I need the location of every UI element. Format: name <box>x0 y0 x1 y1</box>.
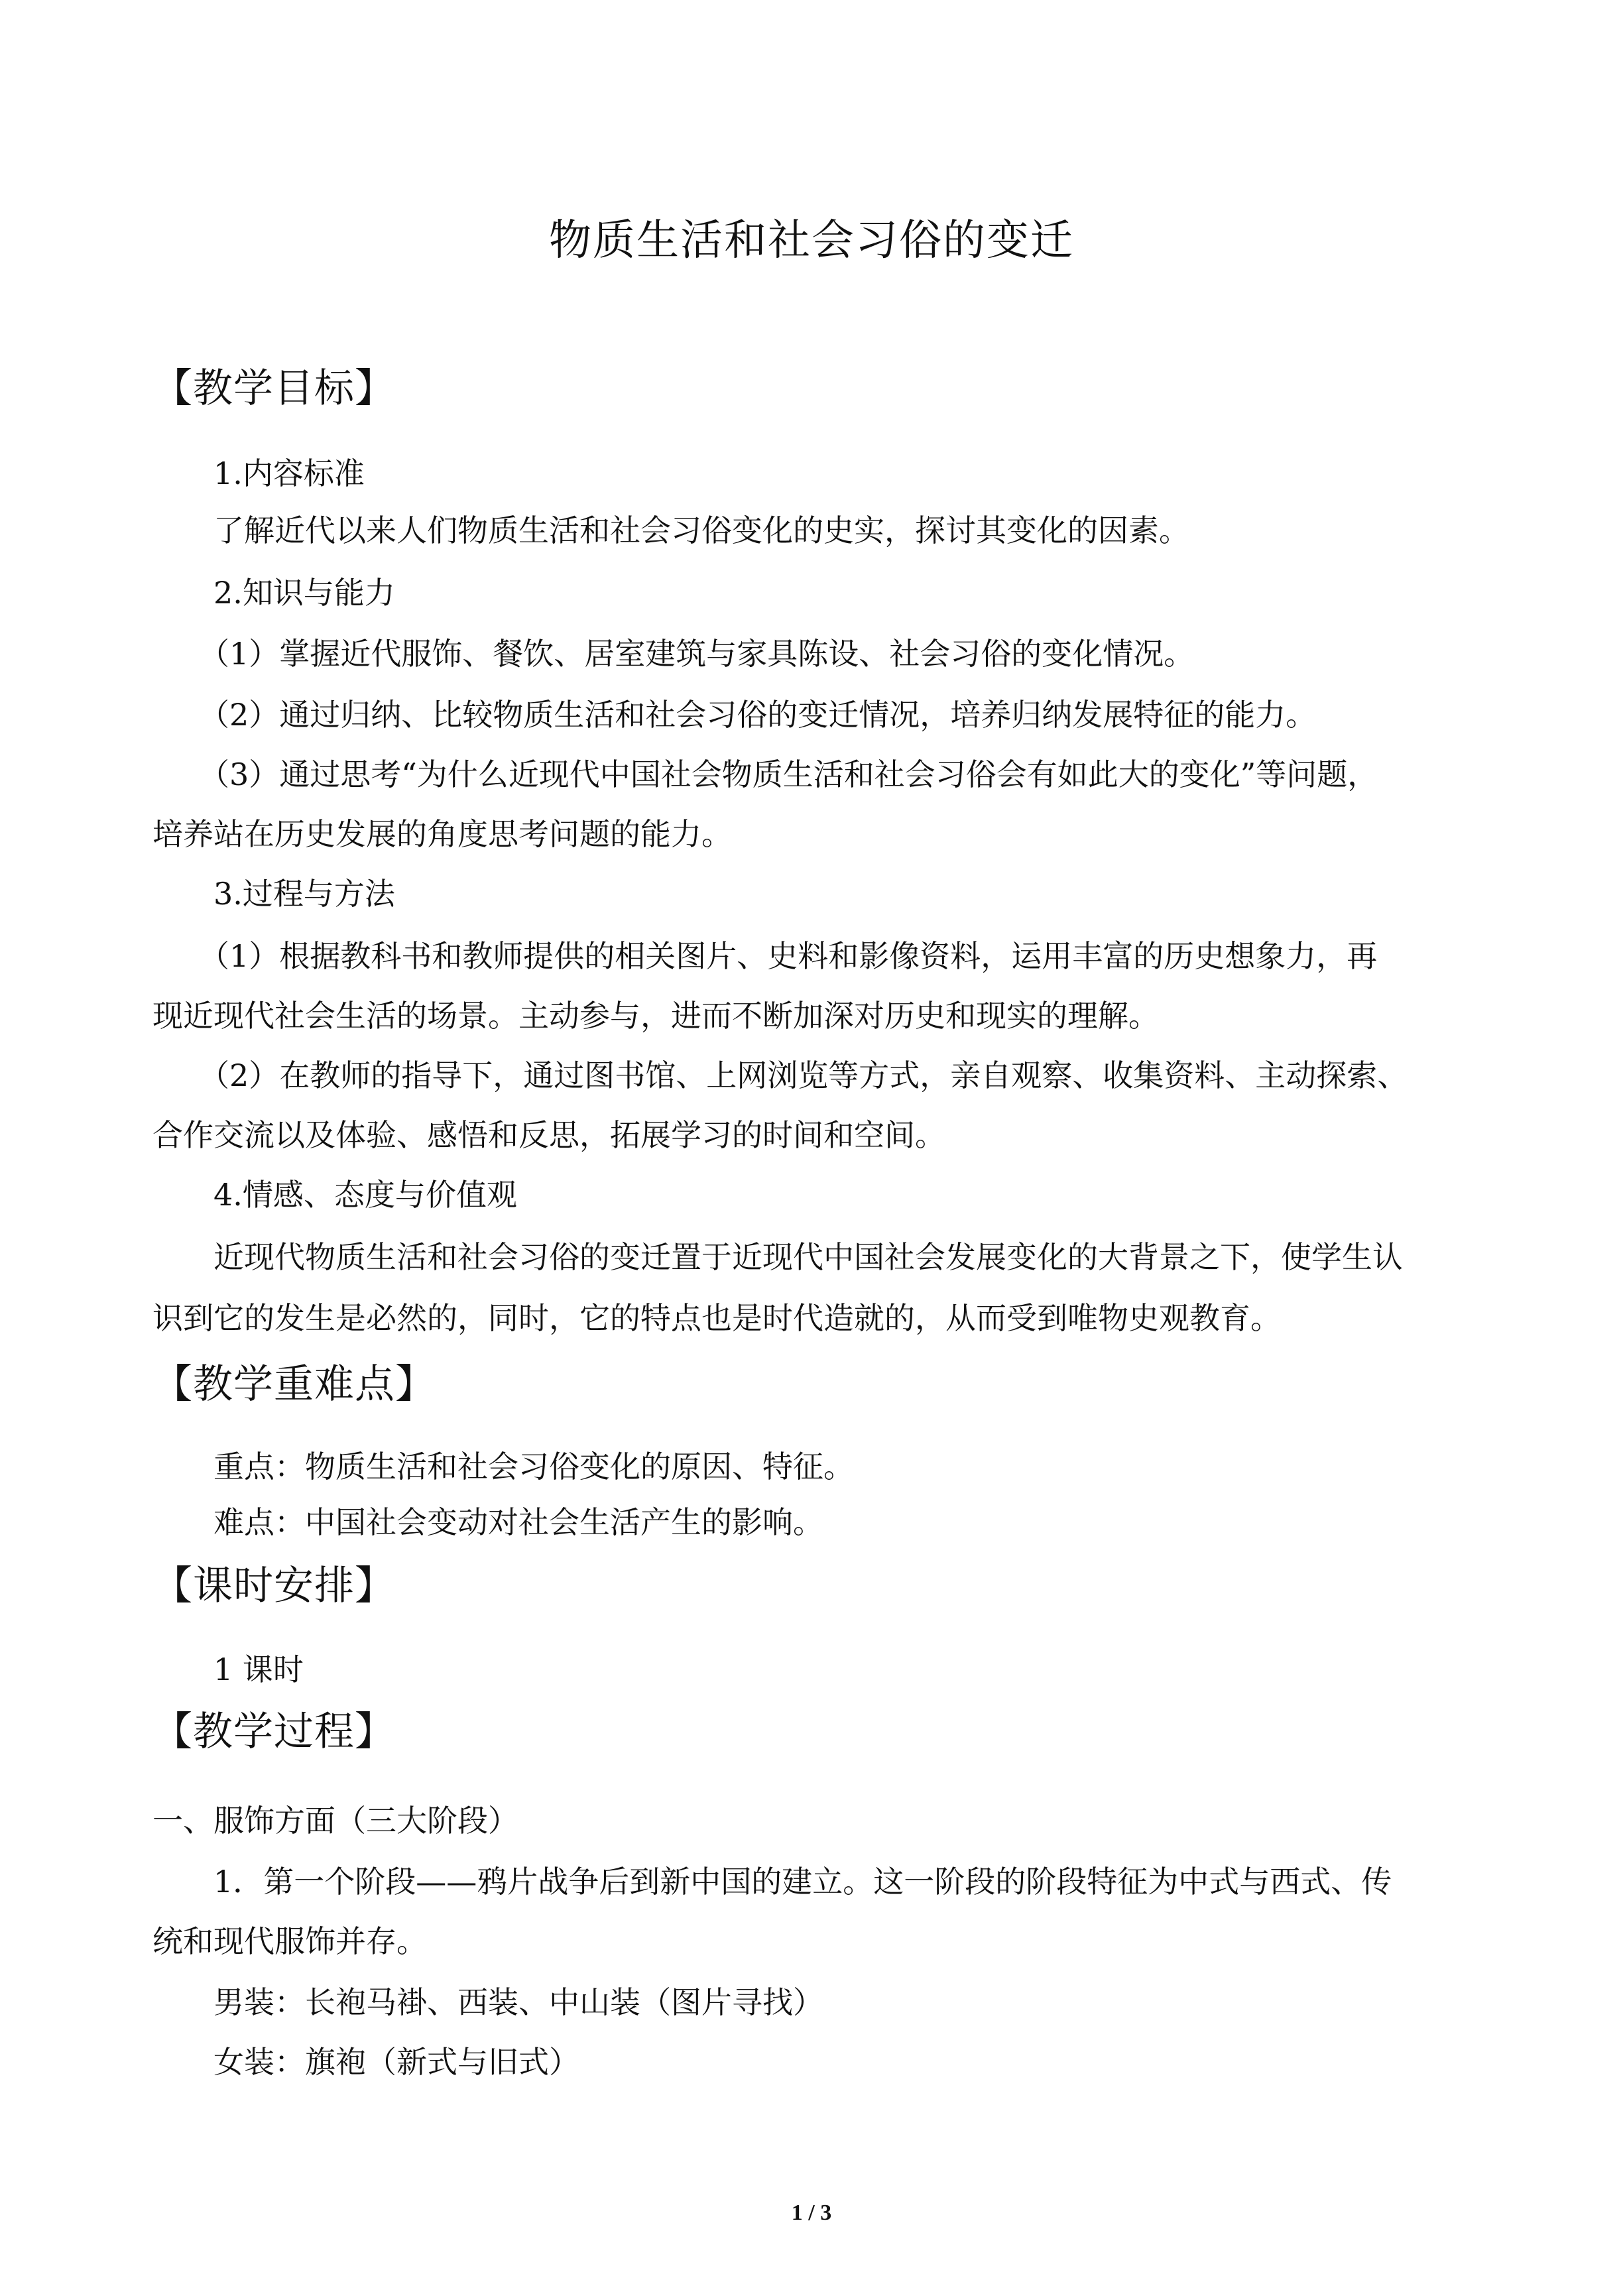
objective-3-item-2-line-2: 合作交流以及体验、感悟和反思，拓展学习的时间和空间。 <box>152 1117 945 1153</box>
objective-3-item-2-line-1: （2）在教师的指导下，通过图书馆、上网浏览等方式，亲自观察、收集资料、主动探索、 <box>199 1057 1408 1093</box>
objective-2-item-3-line-1: （3）通过思考“为什么近现代中国社会物质生活和社会习俗会有如此大的变化”等问题， <box>199 756 1378 792</box>
objective-4-title: 4.情感、态度与价值观 <box>213 1177 517 1213</box>
document-title: 物质生活和社会习俗的变迁 <box>549 216 1074 265</box>
objective-2-item-3-line-2: 培养站在历史发展的角度思考问题的能力。 <box>152 816 732 852</box>
key-point-focus: 重点：物质生活和社会习俗变化的原因、特征。 <box>213 1449 854 1484</box>
process-women-clothing: 女装：旗袍（新式与旧式） <box>213 2044 579 2080</box>
objective-2-item-2: （2）通过归纳、比较物质生活和社会习俗的变迁情况，培养归纳发展特征的能力。 <box>199 697 1317 733</box>
heading-objectives: 【教学目标】 <box>152 365 395 412</box>
schedule-text: 1 课时 <box>213 1652 304 1687</box>
process-stage-1-line-2: 统和现代服饰并存。 <box>152 1923 427 1959</box>
heading-schedule: 【课时安排】 <box>152 1563 395 1609</box>
objective-3-title: 3.过程与方法 <box>213 876 395 912</box>
objective-1-title: 1.内容标准 <box>213 455 365 491</box>
key-point-difficulty: 难点：中国社会变动对社会生活产生的影响。 <box>213 1504 823 1540</box>
page-number: 1 / 3 <box>791 2201 832 2225</box>
objective-4-text-line-1: 近现代物质生活和社会习俗的变迁置于近现代中国社会发展变化的大背景之下，使学生认 <box>213 1239 1403 1275</box>
process-section-1: 一、服饰方面（三大阶段） <box>152 1803 518 1839</box>
process-men-clothing: 男装：长袍马褂、西装、中山装（图片寻找） <box>213 1984 823 2020</box>
objective-3-item-1-line-1: （1）根据教科书和教师提供的相关图片、史料和影像资料，运用丰富的历史想象力，再 <box>199 938 1378 974</box>
objective-4-text-line-2: 识到它的发生是必然的，同时，它的特点也是时代造就的，从而受到唯物史观教育。 <box>152 1300 1281 1336</box>
objective-2-title: 2.知识与能力 <box>213 575 395 611</box>
process-stage-1-line-1: 1．第一个阶段——鸦片战争后到新中国的建立。这一阶段的阶段特征为中式与西式、传 <box>213 1864 1392 1900</box>
heading-key-points: 【教学重难点】 <box>152 1361 436 1408</box>
objective-1-text: 了解近代以来人们物质生活和社会习俗变化的史实，探讨其变化的因素。 <box>213 513 1189 548</box>
heading-process: 【教学过程】 <box>152 1709 395 1755</box>
objective-3-item-1-line-2: 现近现代社会生活的场景。主动参与，进而不断加深对历史和现实的理解。 <box>152 998 1159 1034</box>
objective-2-item-1: （1）掌握近代服饰、餐饮、居室建筑与家具陈设、社会习俗的变化情况。 <box>199 636 1195 672</box>
